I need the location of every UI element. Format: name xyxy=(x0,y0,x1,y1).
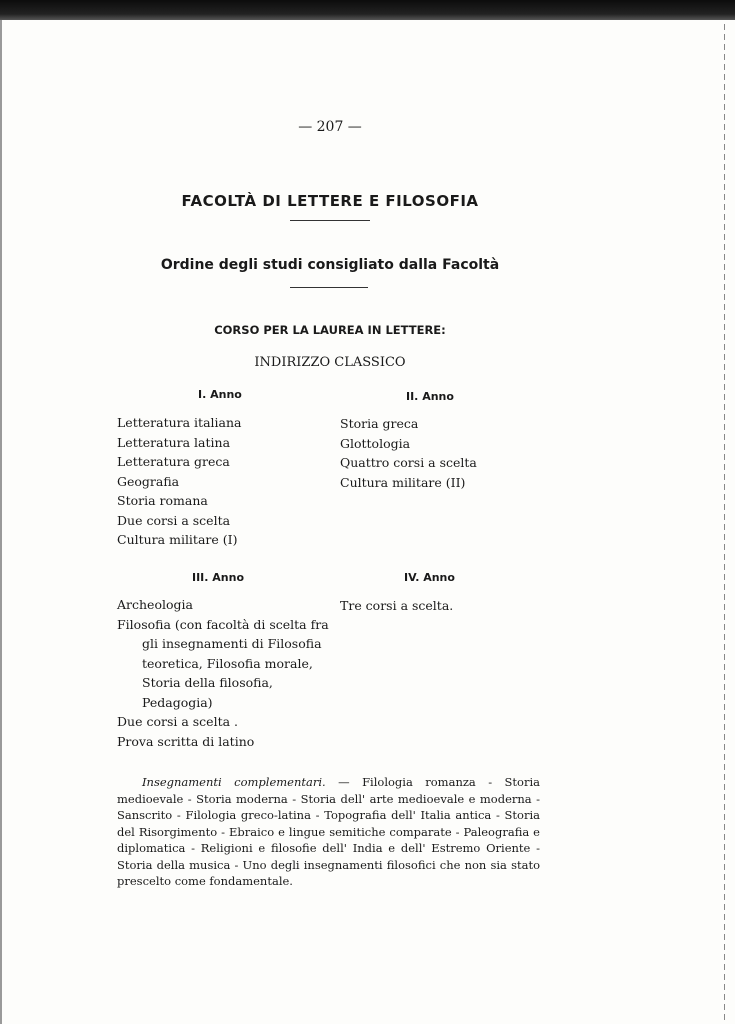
subject-item: Letteratura greca xyxy=(117,454,230,469)
track-heading: INDIRIZZO CLASSICO xyxy=(254,355,406,370)
year-4-heading: IV. Anno xyxy=(404,571,455,584)
subject-item: Storia romana xyxy=(117,493,208,508)
study-order-subtitle: Ordine degli studi consigliato dalla Facoltà xyxy=(160,257,500,273)
subject-item: Archeologia xyxy=(117,597,193,612)
subject-item: Tre corsi a scelta. xyxy=(340,598,454,613)
scan-right-edge xyxy=(724,24,725,1024)
page-number: — 207 — xyxy=(298,119,362,135)
complementary-courses-paragraph xyxy=(117,774,540,890)
subject-item: Quattro corsi a scelta xyxy=(340,455,477,470)
year-4-subjects xyxy=(340,596,540,616)
subject-item: Storia greca xyxy=(340,416,419,431)
year-1-subjects xyxy=(117,413,327,550)
complementary-label: Insegnamenti complementari. xyxy=(142,775,326,789)
subject-item: Due corsi a scelta xyxy=(117,512,231,528)
subject-item: Filosofia (con facoltà di scelta fra gli insegnamenti di Filosofia teoretica, Filosofia morale, Storia della filosofia, Pedagogia) xyxy=(117,616,329,710)
faculty-title: FACOLTÀ DI LETTERE E FILOSOFIA xyxy=(181,192,479,210)
subject-item: Letteratura italiana xyxy=(117,415,242,430)
subject-item: Glottologia xyxy=(340,435,411,451)
subject-item: Due corsi a scelta . xyxy=(117,714,238,729)
year-3-subjects xyxy=(117,595,330,751)
subject-item: Letteratura latina xyxy=(117,434,231,450)
subject-item: Geografia xyxy=(117,473,180,489)
subject-item: Cultura militare (I) xyxy=(117,532,238,547)
course-heading: CORSO PER LA LAUREA IN LETTERE: xyxy=(214,323,446,337)
subject-item: Cultura militare (II) xyxy=(340,474,466,490)
title-rule xyxy=(290,220,370,221)
year-2-heading: II. Anno xyxy=(406,390,454,403)
year-1-heading: I. Anno xyxy=(198,388,242,401)
scan-left-edge xyxy=(0,20,2,1024)
scan-top-border xyxy=(0,0,735,20)
year-3-heading: III. Anno xyxy=(192,571,245,584)
subject-item: Prova scritta di latino xyxy=(117,733,255,749)
complementary-text: — Filologia romanza - Storia medioevale - Storia moderna - Storia dell' arte medioevale e moderna - Sanscrito - Filologia greco-latina - Topografia dell' Italia antica - Storia del Risorgimento - Ebraico e lingue semitiche comparate - Paleografia e diplomatica - Religioni e filosofie dell' India e dell' Estremo Oriente - Storia della musica - Uno degli insegnamenti filosofici che non sia stato prescelto come fondamentale. xyxy=(117,775,540,888)
subtitle-rule xyxy=(290,287,368,288)
year-2-subjects xyxy=(340,414,540,492)
